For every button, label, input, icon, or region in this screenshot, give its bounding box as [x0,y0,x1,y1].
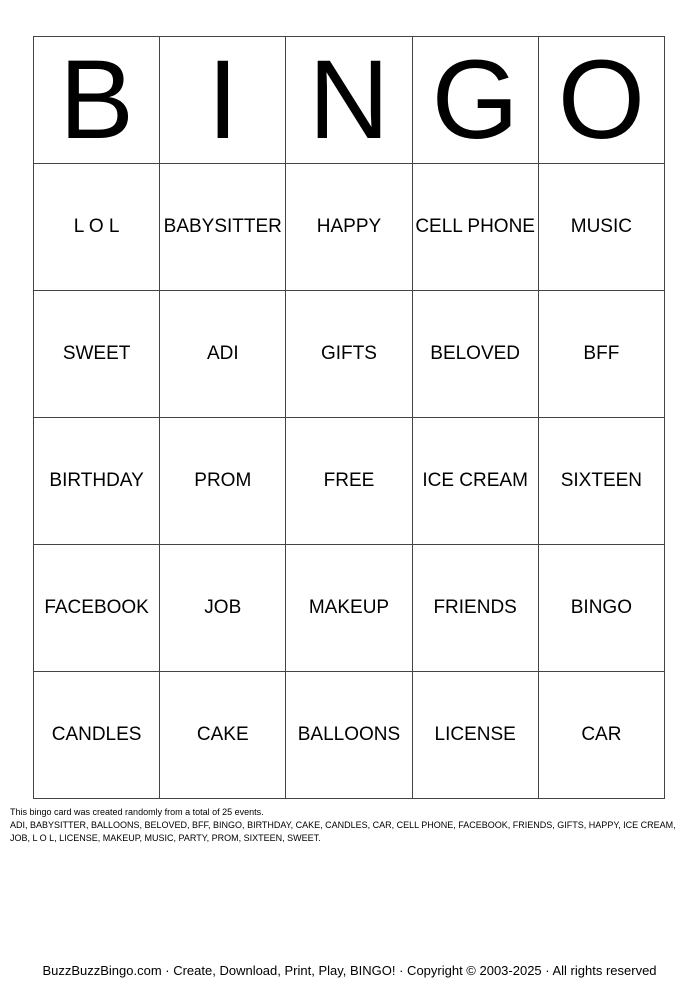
bingo-cell: BELOVED [412,291,538,418]
bingo-cell: PROM [160,418,286,545]
bingo-cell: MAKEUP [286,545,412,672]
bingo-cell: CELL PHONE [412,164,538,291]
bingo-cell: BALLOONS [286,672,412,799]
bingo-row [34,418,665,545]
bingo-cell: MUSIC [538,164,664,291]
bingo-cell: ADI [160,291,286,418]
bingo-row [34,164,665,291]
bingo-row [34,545,665,672]
footnote-intro: This bingo card was created randomly from a total of 25 events. [10,807,264,817]
footnote-event-list: ADI, BABYSITTER, BALLOONS, BELOVED, BFF, BINGO, BIRTHDAY, CAKE, CANDLES, CAR, CELL PHONE, FACEBOOK, FRIENDS, GIFTS, HAPPY, ICE CREAM, JOB, L O L, LICENSE, MAKEUP, MUSIC, PARTY, PROM, SIXTEEN, SWEET. [10,820,676,843]
bingo-cell: SIXTEEN [538,418,664,545]
bingo-cell: L O L [34,164,160,291]
bingo-cell-free: FREE [286,418,412,545]
header-letter-b: B [34,37,160,164]
bingo-cell: JOB [160,545,286,672]
header-letter-i: I [160,37,286,164]
page-footer: BuzzBuzzBingo.com · Create, Download, Print, Play, BINGO! · Copyright © 2003-2025 · All rights reserved [42,963,657,978]
bingo-cell: CANDLES [34,672,160,799]
bingo-cell: SWEET [34,291,160,418]
bingo-cell: CAKE [160,672,286,799]
bingo-row [34,291,665,418]
bingo-cell: BABYSITTER [160,164,286,291]
bingo-cell: BINGO [538,545,664,672]
bingo-row [34,672,665,799]
bingo-cell: HAPPY [286,164,412,291]
bingo-cell: FRIENDS [412,545,538,672]
header-letter-o: O [538,37,664,164]
bingo-cell: ICE CREAM [412,418,538,545]
header-letter-g: G [412,37,538,164]
bingo-cell: BIRTHDAY [34,418,160,545]
bingo-header-row [34,37,665,164]
header-letter-n: N [286,37,412,164]
bingo-cell: CAR [538,672,664,799]
bingo-cell: GIFTS [286,291,412,418]
bingo-cell: FACEBOOK [34,545,160,672]
bingo-cell: BFF [538,291,664,418]
card-footnote [10,806,686,845]
bingo-cell: LICENSE [412,672,538,799]
bingo-card [33,36,665,799]
